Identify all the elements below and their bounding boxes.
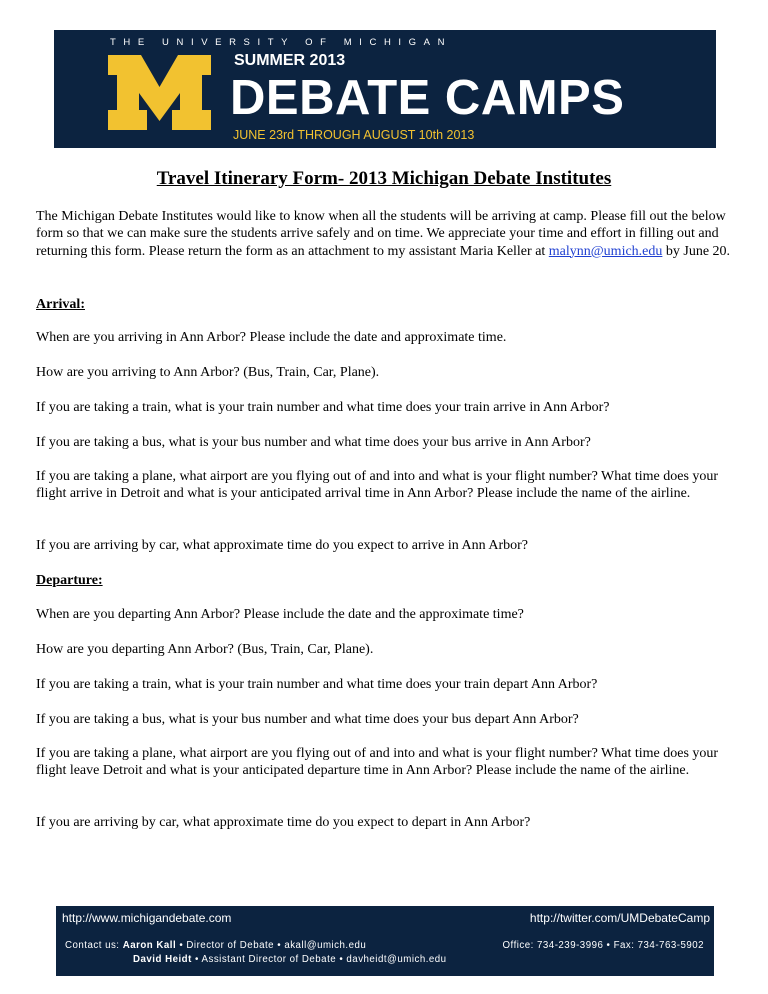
twitter-link[interactable]: http://twitter.com/UMDebateCamp — [529, 911, 710, 925]
intro-deadline: by June 20. — [662, 243, 731, 259]
departure-question: If you are taking a plane, what airport are you flying out of and into and what is your flight number? What time does your flight leave Detroit and what is your anticipated departure time in Ann Arbor? Please include the name of the airline. — [36, 746, 719, 779]
summer-label: SUMMER 2013 — [234, 52, 346, 69]
arrival-question: If you are taking a train, what is your train number and what time does your train arrive in Ann Arbor? — [36, 400, 610, 415]
departure-question: When are you departing Ann Arbor? Please include the date and the approximate time? — [36, 607, 524, 622]
email-link[interactable]: malynn@umich.edu — [548, 243, 663, 259]
block-m-logo — [108, 55, 211, 130]
header-banner — [54, 30, 716, 148]
page-title: Travel Itinerary Form- 2013 Michigan Debate Institutes — [156, 168, 612, 189]
director-detail: • Director of Debate • akall@umich.edu — [176, 940, 367, 951]
arrival-question: If you are taking a plane, what airport are you flying out of and into and what is your flight number? What time does your flight arrive in Detroit and what is your anticipated arrival time in Ann Arbor? Please include the name of the airline. — [36, 469, 719, 502]
website-link[interactable]: http://www.michigandebate.com — [62, 911, 232, 925]
arrival-question: When are you arriving in Ann Arbor? Please include the date and approximate time. — [36, 330, 507, 345]
arrival-question: How are you arriving to Ann Arbor? (Bus, Train, Car, Plane). — [36, 365, 380, 380]
camp-dates: JUNE 23rd THROUGH AUGUST 10th 2013 — [233, 128, 475, 142]
debate-camps-title: DEBATE CAMPS — [230, 71, 625, 125]
footer-banner — [56, 906, 714, 976]
arrival-question: If you are arriving by car, what approximate time do you expect to arrive in Ann Arbor? — [36, 538, 528, 553]
intro-paragraph — [36, 208, 736, 260]
assistant-director-name: David Heidt — [133, 954, 192, 965]
director-name: Aaron Kall — [122, 940, 177, 951]
contact-director — [65, 940, 366, 951]
contact-label: Contact us: — [65, 940, 123, 951]
arrival-heading: Arrival: — [36, 297, 85, 312]
departure-heading: Departure: — [36, 573, 103, 588]
contact-assistant-director — [133, 954, 447, 965]
university-name: THE UNIVERSITY OF MICHIGAN — [110, 37, 453, 48]
office-phone-fax: Office: 734-239-3996 • Fax: 734-763-5902 — [502, 940, 704, 951]
departure-question: If you are taking a bus, what is your bus number and what time does your bus depart Ann Arbor? — [36, 712, 579, 727]
departure-question: How are you departing Ann Arbor? (Bus, Train, Car, Plane). — [36, 642, 374, 657]
departure-question: If you are arriving by car, what approximate time do you expect to depart in Ann Arbor? — [36, 815, 531, 830]
intro-text: The Michigan Debate Institutes would like to know when all the students will be arriving at camp. Please fill out the below form so that we can make sure the students arrive safely and on time. We appreciate your time and effort in filling out and returning this form. Please return the form as an attachment to my assistant Maria Keller at — [36, 209, 726, 259]
arrival-question: If you are taking a bus, what is your bus number and what time does your bus arrive in Ann Arbor? — [36, 435, 591, 450]
assistant-director-detail: • Assistant Director of Debate • davheidt@umich.edu — [191, 954, 447, 965]
departure-question: If you are taking a train, what is your train number and what time does your train depart Ann Arbor? — [36, 677, 598, 692]
